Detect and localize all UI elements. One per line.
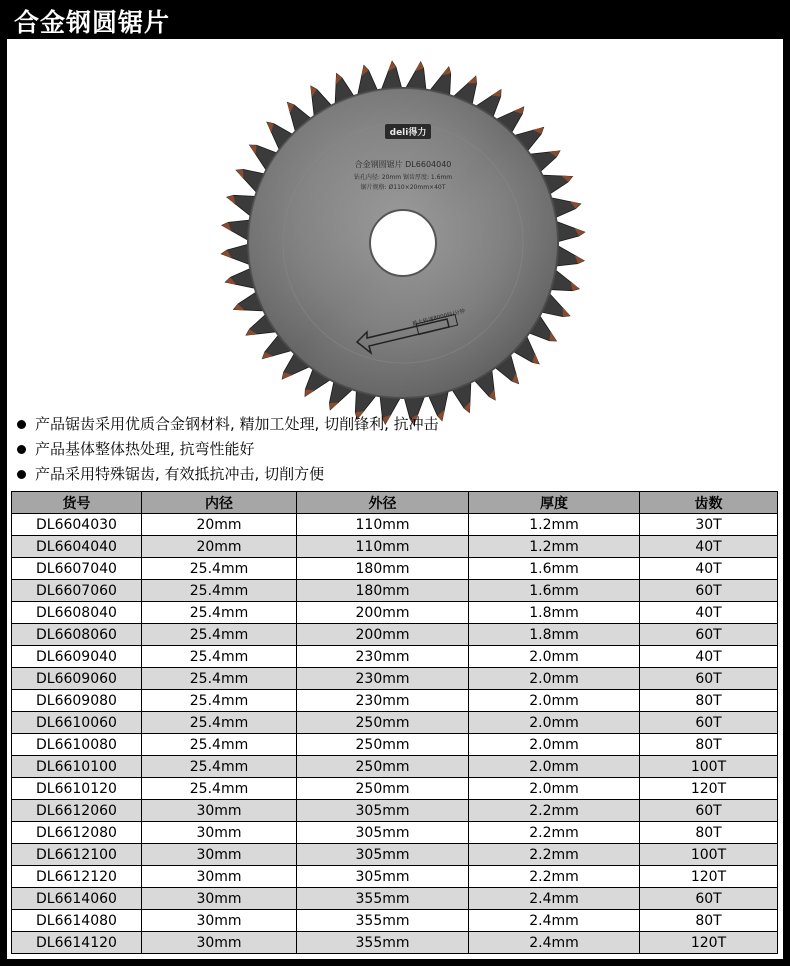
blade-name: 合金钢圆锯片 [354,160,403,169]
table-row [12,888,778,910]
table-row [12,734,778,756]
table-row [12,690,778,712]
cell-outer-diameter: 230mm [297,668,469,690]
cell-thickness: 2.2mm [469,800,640,822]
blade-tooth-tip [549,331,556,341]
brand-logo: deli得力 [389,128,427,138]
cell-item-no: DL6608060 [12,624,142,646]
feature-text: 产品基体整体热处理, 抗弯性能好 [35,440,255,458]
cell-outer-diameter: 355mm [297,932,469,954]
blade-model: DL6604040 [405,160,452,169]
blade-spec-line2: 锯片规格: Ø110×20mm×40T [360,184,446,191]
title-bar [0,0,790,38]
cell-inner-diameter: 30mm [142,866,297,888]
cell-thickness: 1.2mm [469,536,640,558]
cell-inner-diameter: 25.4mm [142,734,297,756]
cell-outer-diameter: 200mm [297,602,469,624]
cell-thickness: 1.8mm [469,624,640,646]
table-row [12,536,778,558]
cell-teeth-count: 80T [640,910,778,932]
cell-item-no: DL6609080 [12,690,142,712]
cell-teeth-count: 60T [640,712,778,734]
cell-outer-diameter: 230mm [297,690,469,712]
table-row [12,778,778,800]
cell-inner-diameter: 25.4mm [142,778,297,800]
cell-teeth-count: 40T [640,602,778,624]
cell-inner-diameter: 25.4mm [142,712,297,734]
saw-blade-illustration [217,57,589,429]
cell-thickness: 1.2mm [469,514,640,536]
cell-teeth-count: 40T [640,558,778,580]
cell-thickness: 1.6mm [469,558,640,580]
feature-item [17,462,717,487]
saw-blade-image [217,57,589,429]
cell-item-no: DL6610060 [12,712,142,734]
cell-teeth-count: 60T [640,580,778,602]
cell-outer-diameter: 250mm [297,734,469,756]
bullet-icon [17,445,26,454]
cell-outer-diameter: 230mm [297,646,469,668]
blade-tooth-tip [563,307,570,317]
cell-inner-diameter: 30mm [142,888,297,910]
cell-outer-diameter: 250mm [297,712,469,734]
feature-text: 产品采用特殊锯齿, 有效抵抗冲击, 切削方便 [35,465,325,483]
cell-teeth-count: 80T [640,822,778,844]
cell-teeth-count: 120T [640,932,778,954]
cell-inner-diameter: 25.4mm [142,646,297,668]
feature-list [17,412,717,487]
cell-thickness: 2.0mm [469,646,640,668]
cell-teeth-count: 80T [640,734,778,756]
table-row [12,756,778,778]
table-row [12,866,778,888]
cell-outer-diameter: 180mm [297,580,469,602]
blade-tooth-tip [329,403,339,410]
cell-thickness: 2.2mm [469,866,640,888]
cell-inner-diameter: 25.4mm [142,602,297,624]
cell-teeth-count: 30T [640,514,778,536]
table-row [12,822,778,844]
cell-outer-diameter: 305mm [297,844,469,866]
cell-outer-diameter: 305mm [297,866,469,888]
cell-thickness: 1.8mm [469,602,640,624]
cell-thickness: 1.6mm [469,580,640,602]
cell-outer-diameter: 355mm [297,910,469,932]
header-outer-diameter: 外径 [297,492,469,514]
cell-inner-diameter: 25.4mm [142,624,297,646]
cell-outer-diameter: 250mm [297,756,469,778]
cell-thickness: 2.0mm [469,734,640,756]
table-row [12,558,778,580]
cell-thickness: 2.4mm [469,888,640,910]
page-title: 合金钢圆锯片 [14,8,171,37]
svg-text:合金钢圆锯片 DL6604040 [355,159,452,169]
table-row [12,800,778,822]
cell-outer-diameter: 250mm [297,778,469,800]
rotation-speed-label: 最大转速8000转/分钟 [411,308,466,328]
table-row [12,932,778,954]
cell-item-no: DL6604040 [12,536,142,558]
blade-tooth-tip [236,169,243,179]
cell-teeth-count: 60T [640,624,778,646]
cell-outer-diameter: 305mm [297,800,469,822]
cell-thickness: 2.0mm [469,712,640,734]
header-inner-diameter: 内径 [142,492,297,514]
cell-item-no: DL6612120 [12,866,142,888]
blade-tooth-tip [467,76,477,83]
cell-inner-diameter: 20mm [142,536,297,558]
cell-outer-diameter: 200mm [297,624,469,646]
cell-teeth-count: 40T [640,646,778,668]
cell-teeth-count: 120T [640,866,778,888]
header-thickness: 厚度 [469,492,640,514]
cell-teeth-count: 120T [640,778,778,800]
cell-teeth-count: 60T [640,888,778,910]
cell-inner-diameter: 25.4mm [142,668,297,690]
cell-thickness: 2.0mm [469,690,640,712]
blade-tooth-tip [305,389,315,396]
cell-teeth-count: 100T [640,756,778,778]
feature-text: 产品锯齿采用优质合金钢材料, 精加工处理, 切削锋利, 抗冲击 [35,415,439,433]
cell-item-no: DL6609060 [12,668,142,690]
cell-item-no: DL6609040 [12,646,142,668]
blade-tooth-tip [491,90,501,97]
blade-bore [370,210,436,276]
cell-teeth-count: 60T [640,800,778,822]
bullet-icon [17,420,26,429]
table-row [12,602,778,624]
cell-inner-diameter: 30mm [142,800,297,822]
table-row [12,624,778,646]
cell-thickness: 2.0mm [469,668,640,690]
cell-inner-diameter: 30mm [142,932,297,954]
cell-thickness: 2.4mm [469,910,640,932]
cell-item-no: DL6607040 [12,558,142,580]
header-teeth-count: 齿数 [640,492,778,514]
cell-item-no: DL6614120 [12,932,142,954]
cell-outer-diameter: 305mm [297,822,469,844]
cell-item-no: DL6614080 [12,910,142,932]
cell-item-no: DL6604030 [12,514,142,536]
cell-inner-diameter: 25.4mm [142,558,297,580]
table-header-row [12,492,778,514]
cell-thickness: 2.2mm [469,822,640,844]
cell-outer-diameter: 180mm [297,558,469,580]
feature-item [17,437,717,462]
cell-thickness: 2.4mm [469,932,640,954]
table-row [12,844,778,866]
cell-outer-diameter: 355mm [297,888,469,910]
cell-teeth-count: 100T [640,844,778,866]
cell-item-no: DL6612100 [12,844,142,866]
header-item-no: 货号 [12,492,142,514]
cell-item-no: DL6610120 [12,778,142,800]
feature-item [17,412,717,437]
table-row [12,668,778,690]
cell-inner-diameter: 25.4mm [142,580,297,602]
cell-thickness: 2.0mm [469,778,640,800]
cell-item-no: DL6612060 [12,800,142,822]
cell-item-no: DL6612080 [12,822,142,844]
cell-outer-diameter: 110mm [297,536,469,558]
cell-item-no: DL6614060 [12,888,142,910]
cell-teeth-count: 60T [640,668,778,690]
cell-teeth-count: 80T [640,690,778,712]
cell-teeth-count: 40T [640,536,778,558]
bullet-icon [17,470,26,479]
table-row [12,580,778,602]
content-panel [7,39,783,959]
blade-tooth-tip [250,145,257,155]
cell-item-no: DL6607060 [12,580,142,602]
cell-inner-diameter: 30mm [142,822,297,844]
table-row [12,514,778,536]
cell-inner-diameter: 25.4mm [142,756,297,778]
cell-thickness: 2.0mm [469,756,640,778]
cell-item-no: DL6610080 [12,734,142,756]
cell-outer-diameter: 110mm [297,514,469,536]
cell-inner-diameter: 30mm [142,910,297,932]
cell-inner-diameter: 25.4mm [142,690,297,712]
cell-inner-diameter: 30mm [142,844,297,866]
cell-item-no: DL6610100 [12,756,142,778]
spec-table [11,491,778,954]
cell-item-no: DL6608040 [12,602,142,624]
cell-inner-diameter: 20mm [142,514,297,536]
cell-thickness: 2.2mm [469,844,640,866]
table-row [12,646,778,668]
table-row [12,910,778,932]
blade-spec-line1: 钻孔内径: 20mm 锯齿厚度: 1.6mm [353,174,453,181]
table-row [12,712,778,734]
